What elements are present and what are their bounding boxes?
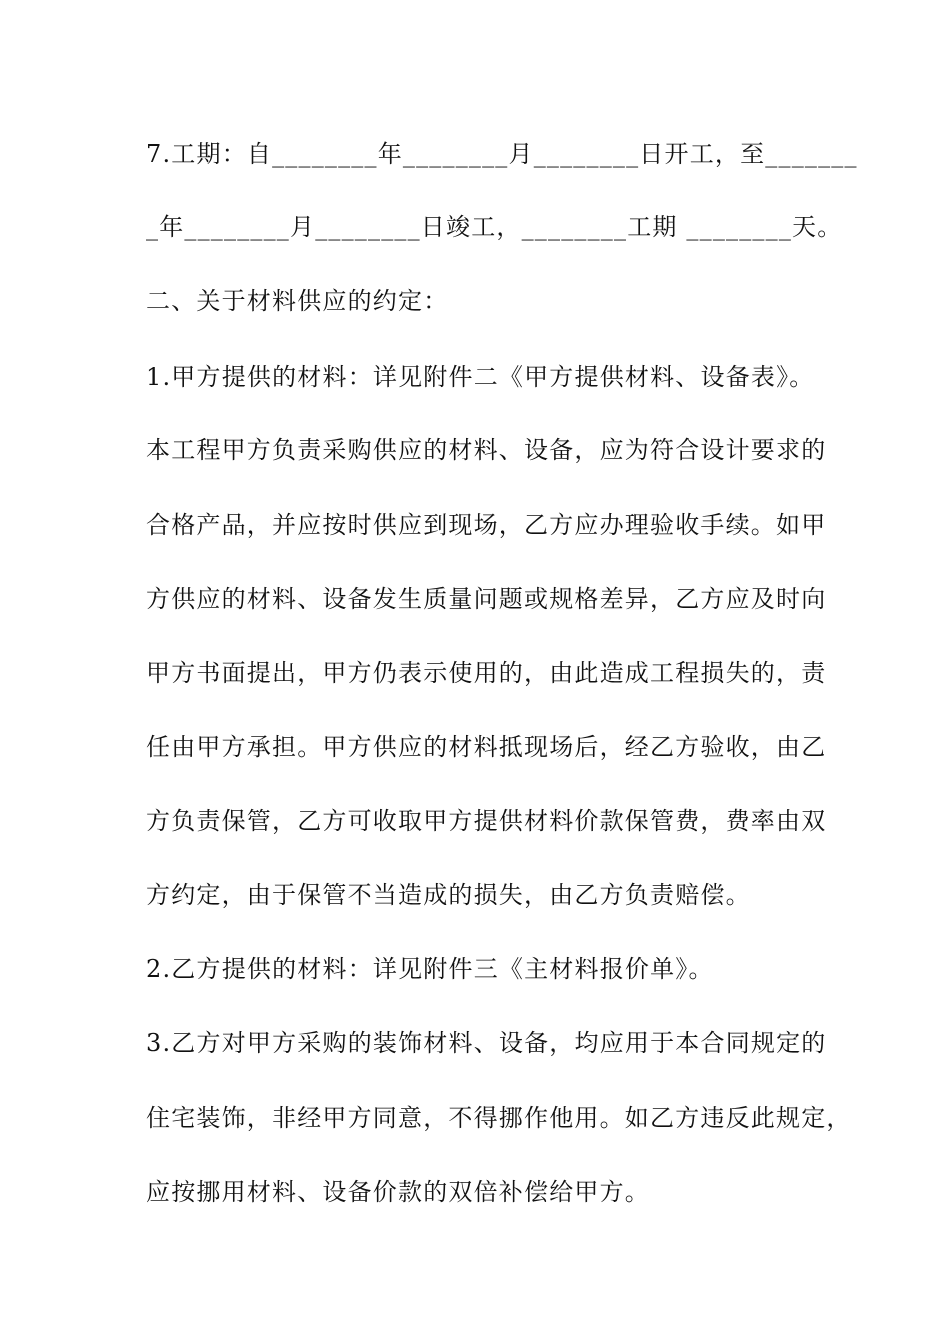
text-line: 3.乙方对甲方采购的装饰材料、设备，均应用于本合同规定的 <box>146 1029 827 1057</box>
text-line: 本工程甲方负责采购供应的材料、设备，应为符合设计要求的 <box>146 436 827 464</box>
text-line: 应按挪用材料、设备价款的双倍补偿给甲方。 <box>146 1178 650 1206</box>
text-line: 7.工期：自________年________月________日开工，至_______ <box>146 140 858 168</box>
text-line: 方约定，由于保管不当造成的损失，由乙方负责赔偿。 <box>146 881 751 909</box>
text-line: 2.乙方提供的材料：详见附件三《主材料报价单》。 <box>146 955 714 983</box>
text-line: 方负责保管，乙方可收取甲方提供材料价款保管费，费率由双 <box>146 807 827 835</box>
text-line: 方供应的材料、设备发生质量问题或规格差异，乙方应及时向 <box>146 585 827 613</box>
text-line: 任由甲方承担。甲方供应的材料抵现场后，经乙方验收，由乙 <box>146 733 827 761</box>
text-line: 住宅装饰，非经甲方同意，不得挪作他用。如乙方违反此规定， <box>146 1104 852 1132</box>
text-line: 合格产品，并应按时供应到现场，乙方应办理验收手续。如甲 <box>146 511 827 539</box>
section-heading: 二、关于材料供应的约定： <box>146 287 449 315</box>
text-line: 1.甲方提供的材料：详见附件二《甲方提供材料、设备表》。 <box>146 363 815 391</box>
text-line: _年________月________日竣工，________工期 ________天。 <box>146 213 843 241</box>
text-line: 甲方书面提出，甲方仍表示使用的，由此造成工程损失的，责 <box>146 659 827 687</box>
